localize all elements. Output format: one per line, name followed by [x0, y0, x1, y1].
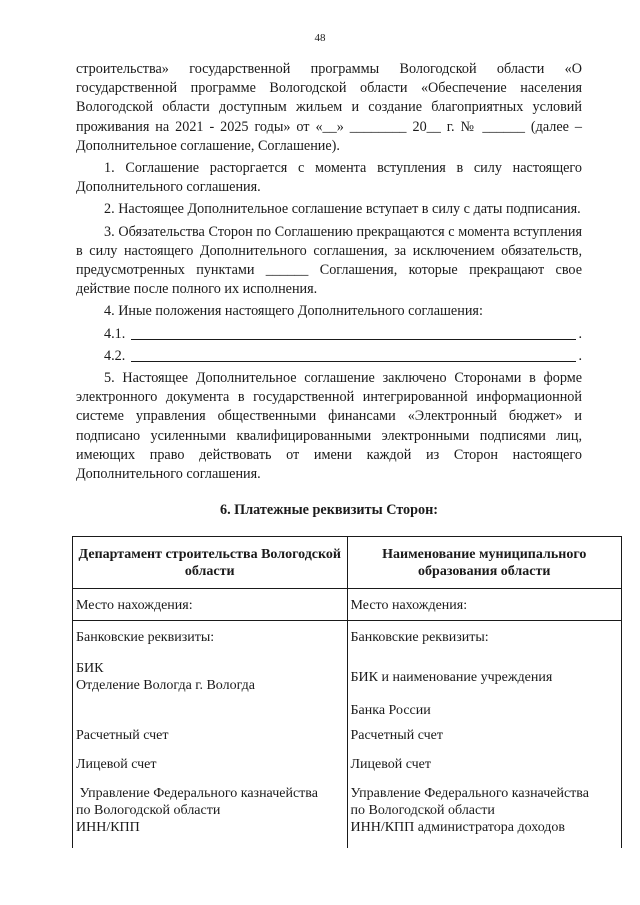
- paragraph-intro: строительства» государственной программы Вологодской области «О государственной программе Вологодской области «Обеспечение населения Вологодской области доступным жильем и создание благоприятных условий проживания на 2021 - 2025 годы» от «__» ________ 20__ г. № ______ (далее – Дополнительное соглашение, Соглашение).: [76, 61, 582, 154]
- payment-details-table: [72, 536, 622, 848]
- bank-right: Банковские реквизиты:: [347, 621, 622, 657]
- personal-left: Лицевой счет: [73, 750, 348, 779]
- location-right: Место нахождения:: [347, 589, 622, 621]
- line-end-mark: .: [578, 325, 582, 342]
- account-right: Расчетный счет: [347, 719, 622, 750]
- item-4-2-label: 4.2.: [104, 347, 126, 364]
- table-row: [73, 750, 622, 779]
- section-title: 6. Платежные реквизиты Сторон:: [219, 502, 439, 519]
- paragraph-5: 5. Настоящее Дополнительное соглашение заключено Сторонами в форме электронного документа в государственной интегрированной информационной системе управления общественными финансами «Электронный бюджет» и подписано усиленными квалифицированными электронными подписями лиц, имеющих право действовать от имени каждой из Сторон настоящего Дополнительного соглашения.: [76, 370, 582, 483]
- branch-left: Отделение Вологда г. Вологда: [76, 678, 255, 694]
- paragraph-2: 2. Настоящее Дополнительное соглашение вступает в силу с даты подписания.: [104, 201, 581, 218]
- treasury-cell-right: [347, 779, 622, 848]
- region-right: по Вологодской области: [350, 803, 495, 819]
- inn-left: ИНН/КПП: [76, 820, 140, 836]
- page-number: 48: [314, 32, 326, 44]
- fill-in-rule: [131, 338, 576, 340]
- table-row: [73, 621, 622, 657]
- bank-russia-right: Банка России: [350, 703, 431, 719]
- item-4-1-label: 4.1.: [104, 325, 126, 342]
- paragraph-3: 3. Обязательства Сторон по Соглашению прекращаются с момента вступления в силу настоящего Дополнительного соглашения, за исключением обязательств, предусмотренных пунктами ______ Соглашения, которые прекращают свое действие после полного их исполнения.: [76, 223, 582, 298]
- line-end-mark: .: [578, 347, 582, 364]
- location-left: Место нахождения:: [73, 589, 348, 621]
- bik-cell-right: [347, 656, 622, 719]
- personal-right: Лицевой счет: [347, 750, 622, 779]
- blank-line-4-2: [104, 347, 582, 366]
- treasury-cell-left: [73, 779, 348, 848]
- fill-in-rule: [131, 360, 576, 362]
- header-left: Департамент строительства Вологодской области: [73, 537, 348, 589]
- table-row: [73, 589, 622, 621]
- treasury-right: Управление Федерального казначейства: [350, 786, 589, 802]
- blank-line-4-1: [104, 325, 582, 344]
- bik-left: БИК: [76, 661, 104, 677]
- paragraph-4: 4. Иные положения настоящего Дополнительного соглашения:: [104, 303, 483, 320]
- table-row: [73, 719, 622, 750]
- inn-right: ИНН/КПП администратора доходов: [350, 820, 566, 836]
- table-row: [73, 779, 622, 848]
- account-left: Расчетный счет: [73, 719, 348, 750]
- bank-left: Банковские реквизиты:: [73, 621, 348, 657]
- table-row: [73, 537, 622, 589]
- paragraph-1: 1. Соглашение расторгается с момента вступления в силу настоящего Дополнительного соглашения.: [76, 160, 582, 196]
- bik-right: БИК и наименование учреждения: [350, 670, 553, 686]
- treasury-left: Управление Федерального казначейства: [76, 786, 318, 802]
- document-body: [76, 60, 589, 848]
- header-right: Наименование муниципального образования области: [347, 537, 622, 589]
- region-left: по Вологодской области: [76, 803, 221, 819]
- bik-cell-left: [73, 656, 348, 719]
- table-row: [73, 656, 622, 719]
